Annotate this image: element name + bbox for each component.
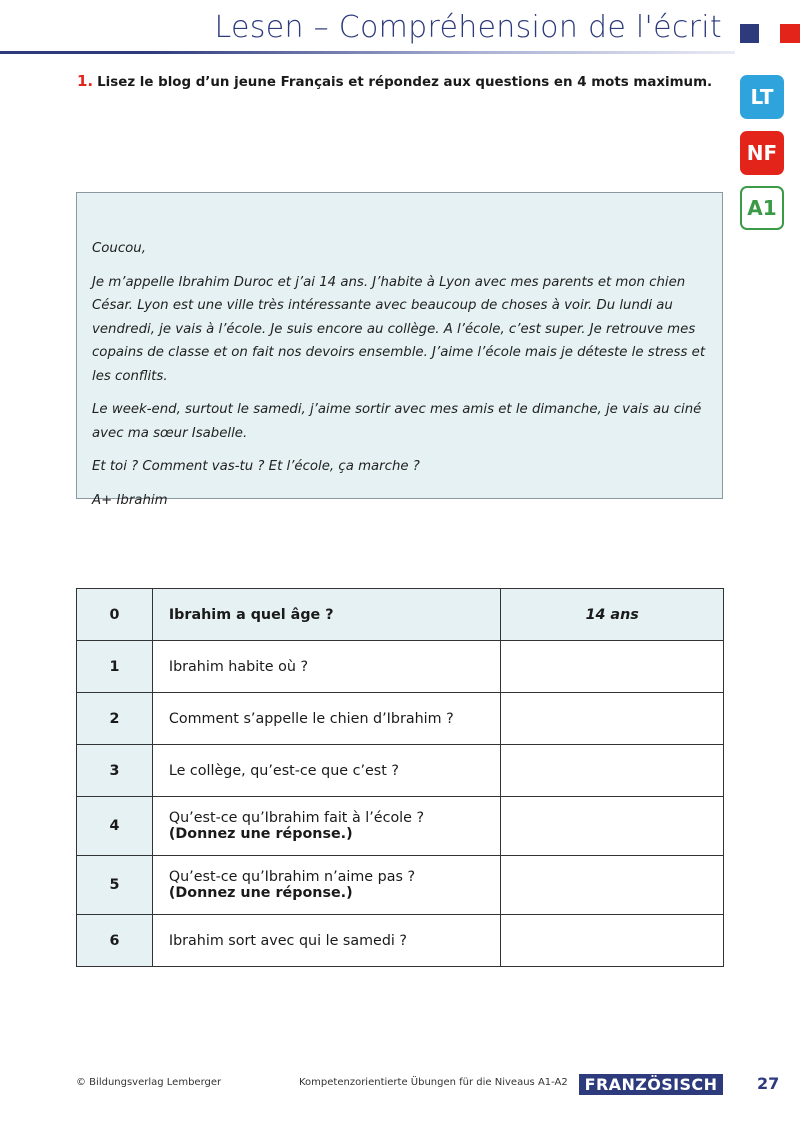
blog-paragraph: Je m’appelle Ibrahim Duroc et j’ai 14 ans. J’habite à Lyon avec mes parents et mon chien César. Lyon est une ville très intéressante avec beaucoup de choses à voir. Du lundi au vendredi, je vais à l’école. Je suis encore au collège. A l’école, c’est super. Je retrouve mes copains de classe et on fait nos devoirs ensemble. J’aime l’école mais je déteste le stress et les conflits.	[92, 274, 706, 384]
table-row	[77, 915, 724, 967]
answer-example: 14 ans	[501, 589, 724, 641]
answer-cell[interactable]	[501, 641, 724, 693]
question-cell	[152, 797, 501, 856]
exercise-number: 1.	[77, 72, 94, 90]
blog-greeting: Coucou,	[92, 241, 146, 256]
page-title: Lesen – Compréhension de l'écrit	[214, 10, 722, 45]
question-text: Comment s’appelle le chien d’Ibrahim ?	[152, 693, 501, 745]
question-text: Le collège, qu’est-ce que c’est ?	[152, 745, 501, 797]
exercise-instruction	[77, 72, 712, 90]
page-number: 27	[757, 1074, 780, 1093]
badge-lt: LT	[740, 75, 784, 119]
question-cell	[152, 856, 501, 915]
row-number: 3	[77, 745, 153, 797]
answer-cell[interactable]	[501, 915, 724, 967]
blog-text-box	[76, 192, 723, 508]
answer-cell[interactable]	[501, 797, 724, 856]
blog-paragraph: Et toi ? Comment vas-tu ? Et l’école, ça marche ?	[92, 459, 420, 474]
question-text: Ibrahim habite où ?	[152, 641, 501, 693]
row-number: 2	[77, 693, 153, 745]
questions-table	[76, 588, 724, 967]
question-note: (Donnez une réponse.)	[168, 885, 353, 901]
flag-blue-square	[740, 24, 759, 43]
question-note: (Donnez une réponse.)	[168, 826, 353, 842]
row-number: 5	[77, 856, 153, 915]
answer-cell[interactable]	[501, 745, 724, 797]
table-row	[77, 693, 724, 745]
footer-series: Kompetenzorientierte Übungen für die Niveaus A1-A2	[299, 1077, 568, 1088]
blog-signoff: A+ Ibrahim	[92, 492, 168, 508]
question-text: Qu’est-ce qu’Ibrahim fait à l’école ?	[168, 810, 425, 826]
footer-subject-badge: FRANZÖSISCH	[579, 1074, 723, 1095]
row-number: 4	[77, 797, 153, 856]
row-number: 6	[77, 915, 153, 967]
table-row	[77, 797, 724, 856]
answer-cell[interactable]	[501, 856, 724, 915]
table-row	[77, 856, 724, 915]
answer-cell[interactable]	[501, 693, 724, 745]
instruction-text: Lisez le blog d’un jeune Français et répondez aux questions en 4 mots maximum.	[97, 75, 713, 90]
flag-red-square	[780, 24, 800, 43]
question-text: Qu’est-ce qu’Ibrahim n’aime pas ?	[168, 869, 416, 885]
question-text: Ibrahim sort avec qui le samedi ?	[152, 915, 501, 967]
header-rule	[0, 51, 735, 54]
badge-a1: A1	[740, 186, 784, 230]
question-text: Ibrahim a quel âge ?	[152, 589, 501, 641]
footer-publisher: © Bildungsverlag Lemberger	[76, 1077, 222, 1088]
row-number: 0	[77, 589, 153, 641]
table-row	[77, 745, 724, 797]
row-number: 1	[77, 641, 153, 693]
blog-paragraph: Le week-end, surtout le samedi, j’aime sortir avec mes amis et le dimanche, je vais au ciné avec ma sœur Isabelle.	[92, 402, 702, 441]
table-row	[77, 589, 724, 641]
badge-nf: NF	[740, 131, 784, 175]
table-row	[77, 641, 724, 693]
